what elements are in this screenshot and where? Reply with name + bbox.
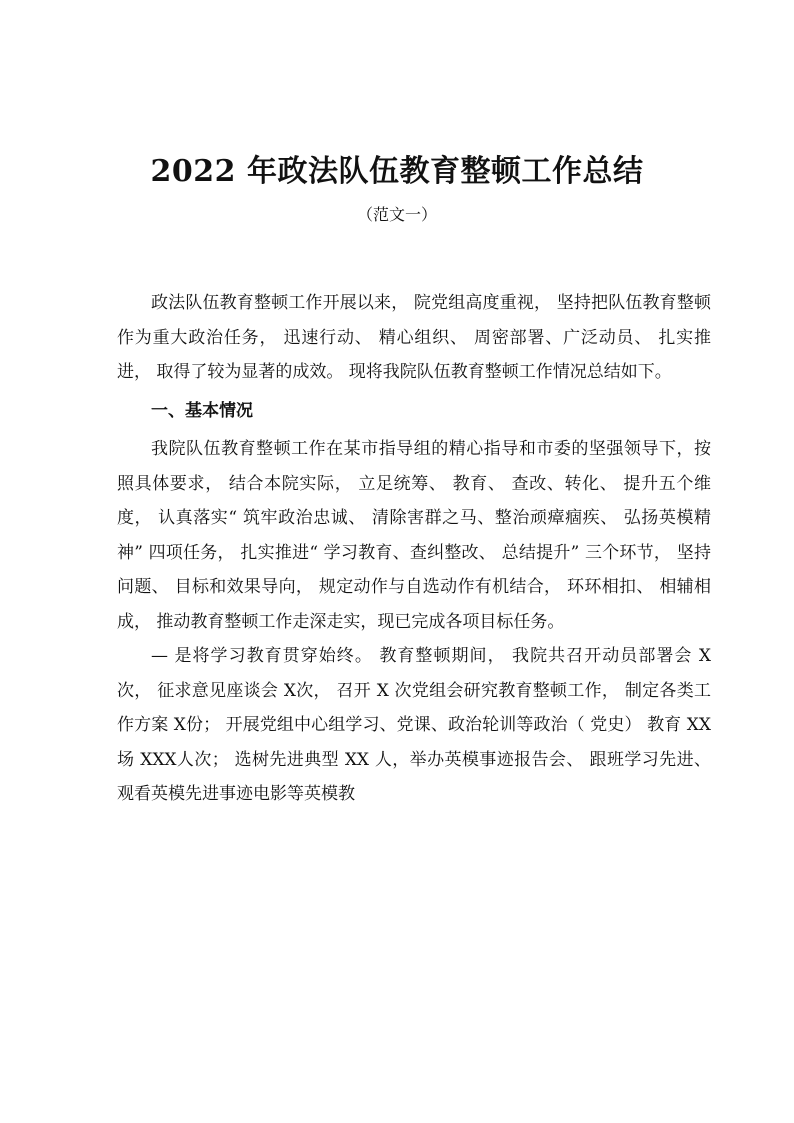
overview-paragraph: 我院队伍教育整顿工作在某市指导组的精心指导和市委的坚强领导下，按照具体要求， 结合本院实际， 立足统筹、 教育、 查改、转化、 提升五个维度， 认真落实“ 筑牢政治忠诚、 清除害群之马、整治顽瘴痼疾、 弘扬英模精神” 四项任务， 扎实推进“ 学习教育、查纠整改、 总结提升” 三个环节， 坚持问题、 目标和效果导向， 规定动作与自选动作有机结合， 环环相扣、 相辅相成， 推动教育整顿工作走深走实，现已完成各项目标任务。 <box>117 439 711 632</box>
document-body <box>117 286 711 812</box>
document-title: 2022 年政法队伍教育整顿工作总结 <box>150 154 644 189</box>
study-education-paragraph: — 是将学习教育贯穿始终。 教育整顿期间， 我院共召开动员部署会 X 次， 征求意见座谈会 X次， 召开 X 次党组会研究教育整顿工作， 制定各类工作方案 X份； 开展党组中心组学习、党课、政治轮训等政治（ 党史） 教育 XX场 XXX人次； 选树先进典型 XX 人，举办英模事迹报告会、 跟班学习先进、 观看英模先进事迹电影等英模教 <box>117 646 711 804</box>
document-subtitle: （范文一） <box>356 205 437 224</box>
section-heading: 一、基本情况 <box>151 400 253 421</box>
intro-paragraph: 政法队伍教育整顿工作开展以来， 院党组高度重视， 坚持把队伍教育整顿作为重大政治任务， 迅速行动、 精心组织、 周密部署、广泛动员、 扎实推进， 取得了较为显著的成效。 现将我院队伍教育整顿工作情况总结如下。 <box>117 293 711 382</box>
